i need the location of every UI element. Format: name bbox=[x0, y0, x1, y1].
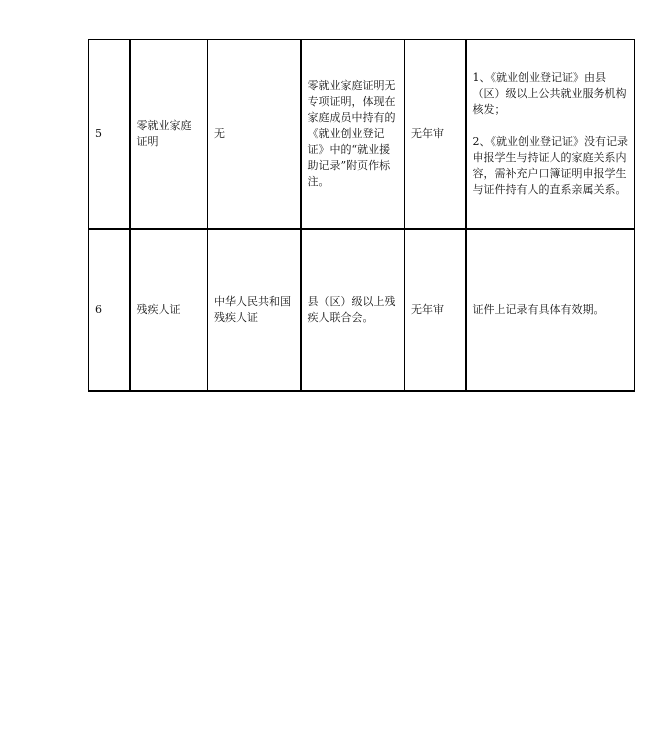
annual-review: 无年审 bbox=[405, 229, 466, 391]
annual-review: 无年审 bbox=[405, 40, 466, 229]
issuing-authority: 零就业家庭证明无专项证明，体现在家庭成员中持有的《就业创业登记证》中的“就业援助记录”附页作标注。 bbox=[301, 40, 405, 229]
document-name: 零就业家庭证明 bbox=[130, 40, 208, 229]
table-row bbox=[89, 40, 635, 229]
notes-cell bbox=[466, 229, 635, 391]
notes-cell bbox=[466, 40, 635, 229]
note-item: 证件上记录有具体有效期。 bbox=[472, 302, 605, 316]
requirements-table bbox=[88, 39, 635, 392]
certificate-name: 无 bbox=[208, 40, 301, 229]
certificate-name: 中华人民共和国残疾人证 bbox=[208, 229, 301, 391]
note-item: 2、《就业创业登记证》没有记录申报学生与持证人的家庭关系内容，需补充户口簿证明申报学生与证件持有人的直系亲属关系。 bbox=[472, 134, 628, 196]
issuing-authority: 县（区）级以上残疾人联合会。 bbox=[301, 229, 405, 391]
table-row bbox=[89, 229, 635, 391]
note-item: 1、《就业创业登记证》由县（区）级以上公共就业服务机构核发； bbox=[472, 70, 627, 116]
note-spacer bbox=[473, 118, 629, 134]
row-index: 6 bbox=[89, 229, 130, 391]
document-name: 残疾人证 bbox=[130, 229, 208, 391]
row-index: 5 bbox=[89, 40, 130, 229]
